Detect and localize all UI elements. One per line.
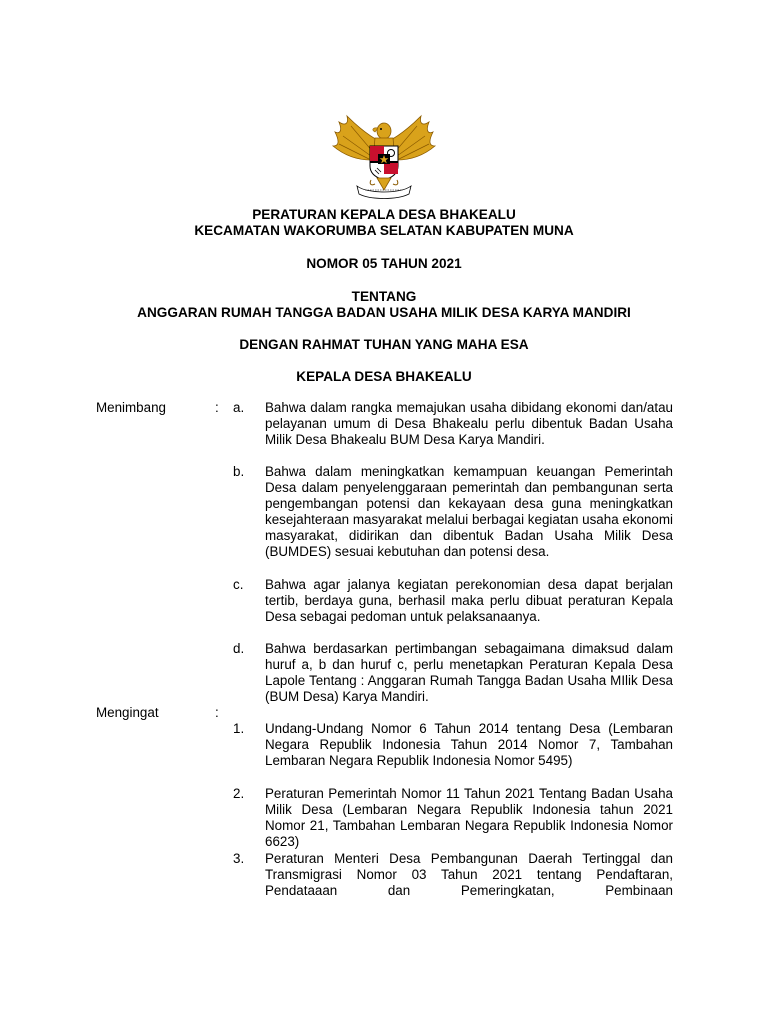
- item-text: Bahwa agar jalanya kegiatan perekonomian desa dapat berjalan tertib, berdaya guna, berhasil maka perlu dibuat peraturan Kepala Desa sebagai pedoman untuk pelaksanaanya.: [265, 577, 673, 624]
- item-marker: 3.: [233, 851, 245, 866]
- mengingat-label: Mengingat: [96, 705, 159, 720]
- preamble-heading: DENGAN RAHMAT TUHAN YANG MAHA ESA: [239, 337, 529, 352]
- menimbang-item-a: [233, 400, 673, 448]
- menimbang-item-d: [233, 641, 673, 705]
- item-text: Peraturan Pemerintah Nomor 11 Tahun 2021 Tentang Badan Usaha Milik Desa (Lembaran Negara Republik Indonesia tahun 2021 Nomor 21, Tambahan Lembaran Negara Republik Indonesia Nomor 6623): [265, 786, 673, 849]
- menimbang-colon: :: [215, 400, 219, 415]
- tentang-heading: TENTANG: [351, 289, 417, 304]
- regulation-subtitle: KECAMATAN WAKORUMBA SELATAN KABUPATEN MUNA: [194, 223, 574, 238]
- item-text: Bahwa dalam rangka memajukan usaha dibidang ekonomi dan/atau pelayanan umum di Desa Bhakealu perlu dibentuk Badan Usaha Milik Desa Bhakealu BUM Desa Karya Mandiri.: [265, 400, 673, 447]
- issuer-heading: KEPALA DESA BHAKEALU: [296, 369, 472, 384]
- garuda-pancasila-emblem: [331, 114, 437, 200]
- item-marker: 1.: [233, 721, 245, 736]
- item-marker: a.: [233, 400, 245, 415]
- item-marker: b.: [233, 464, 245, 479]
- item-text: Bahwa berdasarkan pertimbangan sebagaimana dimaksud dalam huruf a, b dan huruf c, perlu menetapkan Peraturan Kepala Desa Lapole Tentang : Anggaran Rumah Tangga Badan Usaha MIlik Desa (BUM Desa) Karya Mandiri.: [265, 641, 673, 704]
- regulation-title: PERATURAN KEPALA DESA BHAKEALU: [252, 207, 516, 222]
- mengingat-item-3: [233, 851, 673, 899]
- regulation-number: NOMOR 05 TAHUN 2021: [306, 256, 462, 271]
- item-text: Peraturan Menteri Desa Pembangunan Daerah Tertinggal dan Transmigrasi Nomor 03 Tahun 2021 tentang Pendaftaran, Pendataaan dan Pemeringkatan, Pembinaan: [265, 851, 673, 898]
- menimbang-item-b: [233, 464, 673, 560]
- mengingat-item-1: [233, 721, 673, 769]
- item-marker: 2.: [233, 786, 245, 801]
- menimbang-item-c: [233, 577, 673, 625]
- item-marker: d.: [233, 641, 245, 656]
- mengingat-colon: :: [215, 705, 219, 720]
- item-marker: c.: [233, 577, 244, 592]
- mengingat-item-2: [233, 786, 673, 850]
- item-text: Bahwa dalam meningkatkan kemampuan keuangan Pemerintah Desa dalam penyelenggaraan pemerintah dan pembangunan serta pengembangan potensi dan kekayaan desa guna meningkatkan kesejahteraan masyarakat melalui berbagai kegiatan usaha ekonomi masyarakat, didirikan dan dibentuk Badan Usaha Milik Desa (BUMDES) sesuai kebutuhan dan potensi desa.: [265, 464, 673, 559]
- regulation-subject: ANGGARAN RUMAH TANGGA BADAN USAHA MILIK DESA KARYA MANDIRI: [137, 305, 631, 320]
- menimbang-label: Menimbang: [96, 400, 166, 415]
- item-text: Undang-Undang Nomor 6 Tahun 2014 tentang Desa (Lembaran Negara Republik Indonesia Tahun 2014 Nomor 7, Tambahan Lembaran Negara Republik Indonesia Nomor 5495): [265, 721, 673, 768]
